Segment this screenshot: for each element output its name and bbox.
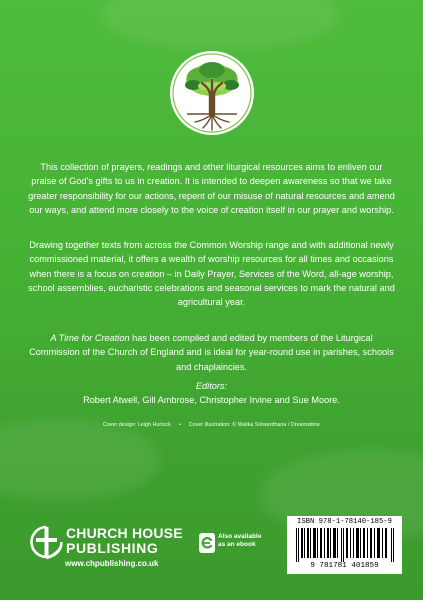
cloud-texture — [0, 420, 160, 500]
blurb-paragraph-1: This collection of prayers, readings and other liturgical resources aims to enliven our praise of God’s gifts to us in creation. It is intended to deepen awareness so that we take greater responsibility for our actions, repent of our misuse of natural resources and amend our ways, and attend more closely to the voice of creation itself in our prayer and worship. — [28, 162, 395, 215]
isbn-text: ISBN 978-1-78140-185-9 — [297, 518, 392, 526]
publisher-name-line2: PUBLISHING — [66, 540, 159, 556]
cover-credits — [0, 422, 423, 428]
blurb-paragraph-2: Drawing together texts from across the Common Worship range and with additional newly commissioned material, it offers a wealth of worship resources for all times and occasions when there is a focus on creation – in Daily Prayer, Services of the Word, all-age worship, school assemblies, eucharistic celebrations and seasonal services to mark the natural and agricultural year. — [28, 240, 395, 308]
credit-separator: • — [178, 422, 181, 428]
ebook-line-1: Also available — [218, 533, 262, 540]
barcode-panel — [287, 516, 402, 574]
ebook-availability — [218, 533, 261, 549]
ebook-icon — [198, 532, 216, 554]
tree-of-life-icon — [169, 50, 255, 136]
barcode-digits: 9 781781 401859 — [310, 562, 379, 570]
editors-label: Editors: — [195, 381, 228, 391]
book-title: A Time for Creation — [50, 333, 130, 343]
blurb-paragraph-3 — [28, 331, 395, 374]
cover-design-credit: Cover design: Leigh Hurlock — [103, 422, 171, 428]
cover-illustration-credit: Cover illustration: © Malika Siriwardhana / Dreamstime — [188, 422, 320, 428]
ebook-line-2: as an ebook — [218, 541, 256, 548]
publisher-url[interactable]: www.chpublishing.co.uk — [65, 559, 159, 568]
church-house-cross-icon — [30, 525, 63, 560]
cloud-texture — [100, 0, 340, 50]
barcode-icon — [296, 528, 396, 562]
editors-names: Robert Atwell, Gill Ambrose, Christopher Irvine and Sue Moore. — [83, 395, 340, 405]
blurb-paragraph-3-text: has been compiled and edited by members of the Liturgical Commission of the Church of England and is ideal for year-round use in parishes, schools and chaplaincies. — [29, 333, 394, 372]
publisher-name-line1: CHURCH HOUSE — [66, 525, 183, 541]
